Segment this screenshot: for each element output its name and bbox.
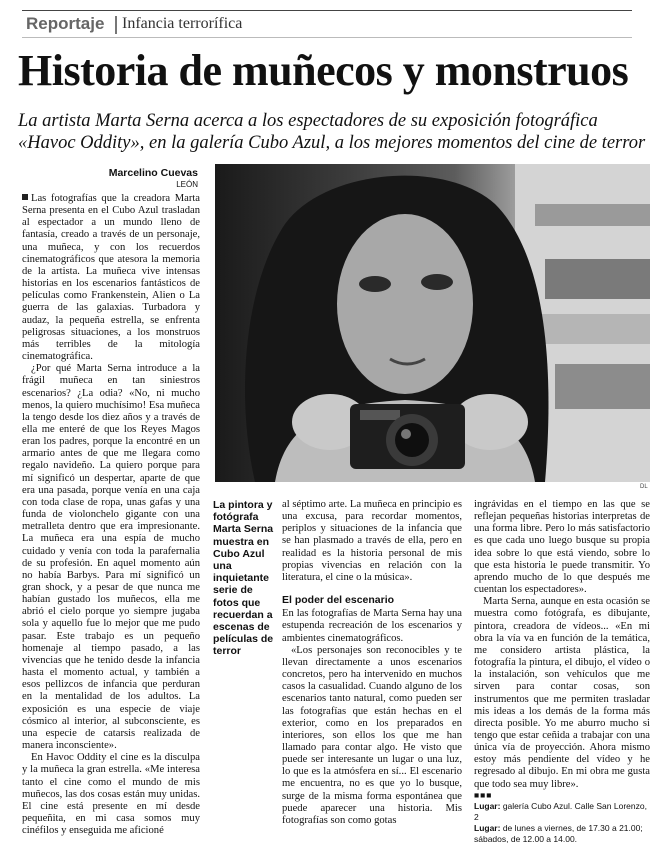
paragraph: ingrávidas en el tiempo en las que se reflejan pequeñas historias interpretas de una forma libre. Pero lo más satisfactorio es que cada uno luego busque su propia idea sobre lo que está viendo, sobre lo que esta historia le puede transmitir. Yo aprendo mucho de lo que después me cuentan los espectadores». [474,499,650,596]
paragraph: «Los personajes son reconocibles y te llevan directamente a unos escenarios concretos, pero ha intervenido en muchos casos la casualidad. Cuando alguno de los escenarios tanto natural, como pueden ser las fotografías que están hechas en el exterior, como en los preparados en interiores, son ellos los que me han llamado para contar algo. He visto que puede ser interesante un lugar o una luz, lo que es la atmósfera en sí... El escenario me encuentra, no es que yo lo busque, surge de la misma forma espontánea que puede aparecer una historia. Mis fotografías son como gotas [282,644,462,826]
paragraph: En Havoc Oddity el cine es la disculpa y la muñeca la gran estrella. «Me interesa tanto el cine como el mundo de mis muñecos, las dos cosas están muy unidas. El cine está presente en mí desde pequeñita, en mi casa somos muy cinéfilos y enseguida me aficioné [22,752,200,837]
lead-paragraph: La artista Marta Serna acerca a los espectadores de su exposición fotográfica «Havoc Oddity», en la galería Cubo Azul, a los mejores momentos del cine de terror [18,111,646,153]
info-hours-label: Lugar: [474,823,501,833]
paragraph: Marta Serna, aunque en esta ocasión se muestra como fotógrafa, es dibujante, pintora, creadora de vídeos... «En mi obra la vía va en función de la temática, me considero artista plástica, la fotografía la pintura, el dibujo, el vídeo o la instalación, son vehículos que me sirven para contar cosas, son instrumentos que me permiten trasladar mis ideas a los demás de la forma más directa posible. Yo me aburro mucho si tengo que estar ceñida a trabajar con una única vía de proyección. Ahora mismo estoy más pendiente del vídeo y he regresado al dibujo. En mi obra me gusta que todo sea muy libre». [474,596,650,790]
article-column-4 [474,499,650,789]
headline: Historia de muñecos y monstruos [18,46,629,95]
paragraph: ¿Por qué Marta Serna introduce a la frágil muñeca en tan siniestros escenarios? ¿La odia? «No, ni mucho menos, la quiero muchísimo! Esa muñeca la tengo desde los diez años y a través de ella me enteré de que los Reyes Magos eran los padres, porque la encontré en un armario antes de que me llegara como regalo navideño. La quiero porque para mí significó un despertar, aparte de que era una pasada, porque venía en una caja con toda clase de ropa, unas gafas y una funda de violonchelo gigante con una metralleta dentro que era impresionante. La muñeca era una espía de mucho cuidado y venía con toda la parafernalia de su profesión. En aquel momento aún no había Barbys. Para mí significó un gran shock, y a pesar de que nunca me habían gustado los muñecos, ella me abrió el cielo porque yo siempre jugaba sola y aquello fue lo mejor que me pudo pasar. Este trabajo es un pequeño homenaje al tiempo pasado, a las vivencias que he tenido desde la infancia hasta el momento actual, y también a esos pellizcos de infancia que perduran en la mentalidad de los adultos. La exposición es una especie de viaje cósmico al interior, al subconsciente, es una especie de catarsis realizada de manera inconsciente». [22,363,200,752]
article-photo [215,164,650,482]
info-box [474,790,650,845]
info-place [474,801,650,823]
info-dots: ■■■ [474,790,493,800]
byline-location: LEÓN [176,180,198,189]
info-place-label: Lugar: [474,801,501,811]
section-name: Reportaje [26,14,105,33]
paragraph: En las fotografías de Marta Serna hay una estupenda recreación de los escenarios y ambientes cinematográficos. [282,608,462,644]
info-hours [474,823,650,845]
byline-author: Marcelino Cuevas [108,167,198,179]
article-column-3 [282,499,462,831]
paragraph [22,193,200,363]
subheading: El poder del escenario [282,594,395,607]
info-hours-value: de lunes a viernes, de 17.30 a 21.00; sábados, de 12.00 a 14.00. [474,823,643,844]
paragraph-text: Las fotografías que la creadora Marta Serna presenta en el Cubo Azul trasladan al espectador a un mundo lleno de fantasía, creado a través de un personaje, una muñeca, y con los recuerdos cinematográficos que atesora la memoria de la artista. La muñeca vive intensas historias en los escenarios fantásticos de películas como Frankenstein, Alien o La guerra de las galaxias. Turbadora y audaz, la pequeña estrella, se enfrenta peligrosas situaciones, a los monstruos más terribles de la mitología cinematográfica. [22,193,200,363]
paragraph: al séptimo arte. La muñeca en principio es una excusa, para recordar momentos, periplos y situaciones de la infancia que se han plasmado a través de ella, pero en realidad es la historia personal de mis propias vivencias en relación con la literatura, el cine o la música». [282,499,462,583]
section-divider [115,16,117,34]
photo-caption: La pintora y fotógrafa Marta Serna muestra en Cubo Azul una inquietante serie de fotos que recuerdan a escenas de películas de terror [213,499,274,658]
photo-credit: DL [640,484,648,490]
section-topic: Infancia terrorífica [122,15,243,32]
info-place-value: galería Cubo Azul. Calle San Lorenzo, 2 [474,801,647,822]
section-header [22,10,632,38]
photo-illustration [215,164,650,482]
start-square-icon [22,194,28,200]
article-column-1 [22,193,200,837]
